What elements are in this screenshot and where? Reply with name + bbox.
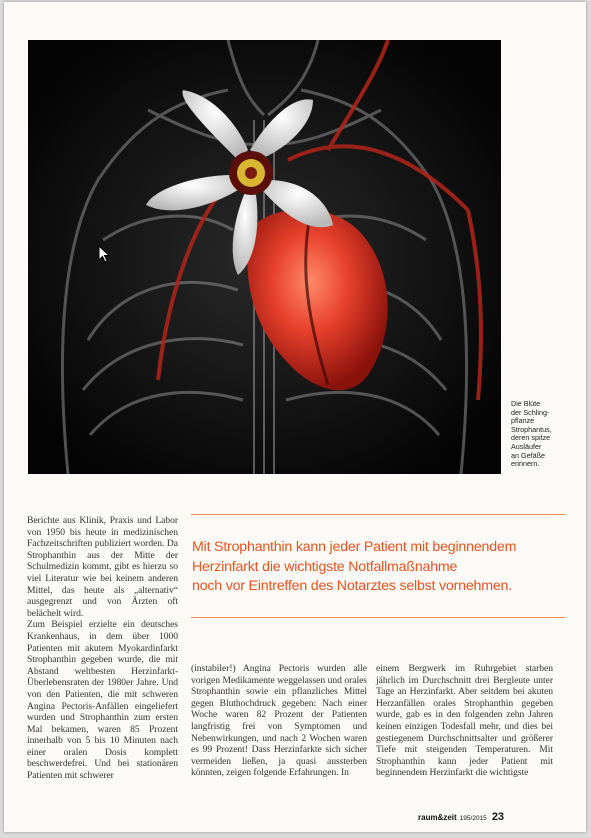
magazine-name: raum&zeit: [418, 813, 457, 822]
magazine-page: [4, 2, 586, 832]
pull-quote: Mit Strophanthin kann jeder Patient mit beginnendem Herzinfarkt die wichtigste Notfallmaßnahme noch vor Eintreffen des Notarztes selbst vornehmen.: [192, 539, 517, 595]
mouse-cursor-icon: [98, 245, 110, 263]
page-number: 23: [491, 811, 505, 823]
issue-number: 195/2015: [459, 815, 487, 822]
article-paragraph: Berichte aus Klinik, Praxis und Labor von 1950 bis heute in medizinischen Fachzeitschriften publiziert worden. Da Strophanthin aus der Mitte der Schulmedizin kommt, gibt es hierzu so viel Literatur wie bei keinem anderen Mittel, das heute als „alternativ“ ausgegrenzt und von Ärzten oft belächelt wird.: [27, 515, 178, 619]
article-paragraph: (instabiler!) Angina Pectoris wurden alle vorigen Medikamente weggelassen und orales Strophanthin sowie ein pflanzliches Mittel gegen Bluthochdruck gegeben: Nach einer Woche waren 82 Prozent der Patienten langfristig frei von Symptomen und Nebenwirkungen, und nach 2 Wochen waren es 99 Prozent! Dass Herzinfarkte sich sicher vermeiden ließen, ja quasi aussterben könnten, zeigen folgende Erfahrungen. In: [191, 663, 367, 779]
article-column-1: [27, 515, 178, 782]
article-paragraph: Zum Beispiel erzielte ein deutsches Krankenhaus, in dem über 1000 Patienten mit akutem Myokardinfarkt Strophanthin gegeben wurde, die mit Abstand weltbesten Herzinfarkt-Überlebensraten der 1980er Jahre. Und von den Patienten, die mit schweren Angina Pectoris-Anfällen eingeliefert wurden und Strophanthin zum ersten Mal bekamen, waren 85 Prozent innerhalb von 5 bis 10 Minuten nach einer oralen Dosis komplett beschwerdefrei. Und bei stationären Patienten mit schwerer: [27, 619, 178, 782]
article-column-3: [376, 663, 553, 779]
article-paragraph: einem Bergwerk im Ruhrgebiet starben jährlich im Durchschnitt drei Bergleute unter Tage an Herzinfarkt. Aber seitdem bei akuten Herzanfällen orales Strophanthin gegeben wurde, gab es in den folgenden zehn Jahren keinen einzigen Todesfall mehr, und dies bei gestiegenem Durchschnittsalter und größerer Tiefe mit steigenden Temperaturen. Mit Strophanthin kann jeder Patient mit beginnendem Herzinfarkt die wichtigste: [376, 663, 553, 779]
pullquote-rule-bottom: [191, 617, 565, 618]
article-column-2: [191, 663, 367, 779]
page-footer: [418, 811, 504, 823]
pullquote-rule-top: [191, 514, 565, 515]
figure-caption: Die Blüte der Schling- pflanze Strophantus, deren spitze Ausläufer an Gefäße erinnern.: [511, 399, 552, 469]
